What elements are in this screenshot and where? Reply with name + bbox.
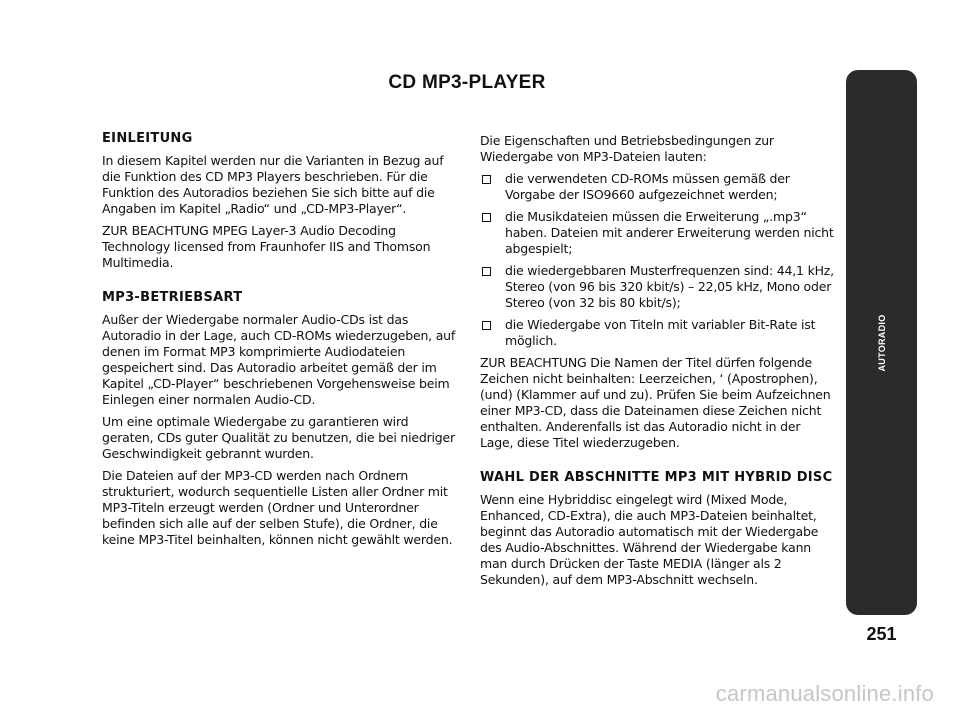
list-item-text: die wiedergebbaren Musterfrequenzen sind: 44,1 kHz, Stereo (von 96 bis 320 kbit/s) – 22,05 kHz, Mono oder Stereo (von 32 bis 80 kbit/s);: [505, 263, 834, 310]
left-column: [102, 131, 458, 554]
paragraph-properties-intro: Die Eigenschaften und Betriebsbedingungen zur Wiedergabe von MP3-Dateien lauten:: [480, 133, 774, 164]
heading-einleitung: EINLEITUNG: [102, 131, 193, 146]
page-number: 251: [866, 624, 897, 644]
list-item: [480, 263, 836, 311]
properties-list: [480, 171, 836, 349]
paragraph-intro: In diesem Kapitel werden nur die Varianten in Bezug auf die Funktion des CD MP3 Players beschrieben. Für die Funktion des Autoradios beziehen Sie sich bitte auf die Angaben im Kapitel „Radio“ und „CD-MP3-Player“.: [102, 153, 444, 216]
list-item-text: die Musikdateien müssen die Erweiterung „.mp3“ haben. Dateien mit anderer Erweiterung werden nicht abgespielt;: [505, 209, 834, 256]
checkbox-bullet-icon: [482, 175, 491, 184]
paragraph-hybrid-disc: Wenn eine Hybriddisc eingelegt wird (Mixed Mode, Enhanced, CD-Extra), die auch MP3-Dateien beinhaltet, beginnt das Autoradio automatisch mit der Wiedergabe des Audio-Abschnittes. Während der Wiedergabe kann man durch Drücken der Taste MEDIA (länger als 2 Sekunden), auf dem MP3-Abschnitt wechseln.: [480, 492, 819, 587]
paragraph-note-mpeg: ZUR BEACHTUNG MPEG Layer-3 Audio Decoding Technology licensed from Fraunhofer IIS and Thomson Multimedia.: [102, 223, 431, 270]
paragraph-folders: Die Dateien auf der MP3-CD werden nach Ordnern strukturiert, wodurch sequentielle Listen aller Ordner mit MP3-Titeln erzeugt werden (Ordner und Unterordner befinden sich alle auf der selben Stufe), die Ordner, die keine MP3-Titel beinhalten, können nicht gewählt werden.: [102, 468, 453, 547]
watermark: carmanualsonline.info: [715, 681, 934, 706]
list-item: [480, 171, 836, 203]
list-item: [480, 317, 836, 349]
right-column: [480, 133, 836, 594]
paragraph-mp3-mode: Außer der Wiedergabe normaler Audio-CDs ist das Autoradio in der Lage, auch CD-ROMs wiederzugeben, auf denen im Format MP3 komprimierte Audiodateien gespeichert sind. Das Autoradio arbeitet gemäß der im Kapitel „CD-Player“ beschriebenen Vorgehensweise beim Einlegen einer normalen Audio-CD.: [102, 312, 456, 407]
paragraph-quality: Um eine optimale Wiedergabe zu garantieren wird geraten, CDs guter Qualität zu benutzen, die bei niedriger Geschwindigkeit gebrannt wurden.: [102, 414, 455, 461]
list-item: [480, 209, 836, 257]
list-item-text: die Wiedergabe von Titeln mit variabler Bit-Rate ist möglich.: [505, 317, 816, 348]
paragraph-note-filenames: ZUR BEACHTUNG Die Namen der Titel dürfen folgende Zeichen nicht beinhalten: Leerzeichen, ‘ (Apostrophen), (und) (Klammer auf und zu). Prüfen Sie beim Aufzeichnen einer MP3-CD, dass die Dateinamen diese Zeichen nicht enthalten. Anderenfalls ist das Autoradio nicht in der Lage, diese Titel wiederzugeben.: [480, 355, 831, 450]
checkbox-bullet-icon: [482, 213, 491, 222]
heading-hybrid-disc: WAHL DER ABSCHNITTE MP3 MIT HYBRID DISC: [480, 470, 833, 485]
heading-mp3-betriebsart: MP3-BETRIEBSART: [102, 290, 243, 305]
checkbox-bullet-icon: [482, 267, 491, 276]
section-tab: [846, 70, 917, 615]
page-title: CD MP3-PLAYER: [388, 72, 546, 93]
section-tab-label: AUTORADIO: [876, 313, 887, 372]
checkbox-bullet-icon: [482, 321, 491, 330]
list-item-text: die verwendeten CD-ROMs müssen gemäß der Vorgabe der ISO9660 aufgezeichnet werden;: [505, 171, 790, 202]
